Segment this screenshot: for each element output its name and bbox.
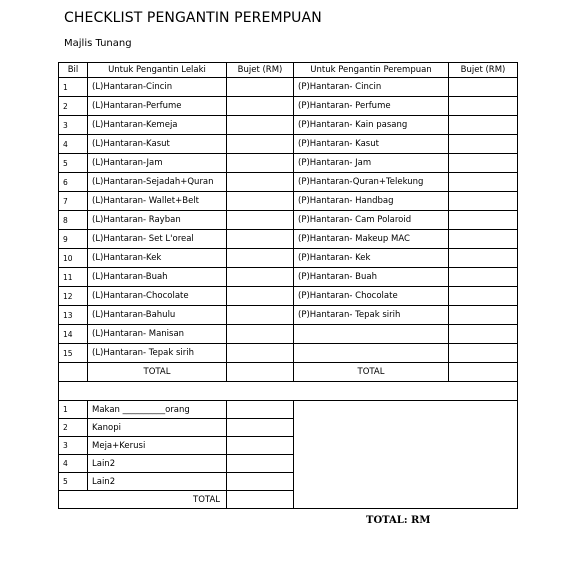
bujet-lelaki-cell[interactable]	[227, 173, 294, 192]
total-row	[59, 363, 518, 382]
header-bujet-perempuan: Bujet (RM)	[449, 63, 518, 78]
other-items-table	[58, 400, 518, 509]
row-bil: 7	[59, 192, 88, 211]
header-bil: Bil	[59, 63, 88, 78]
item-lelaki: (L)Hantaran-Jam	[88, 154, 227, 173]
bujet-perempuan-cell[interactable]	[449, 97, 518, 116]
other-bujet-cell[interactable]	[227, 401, 294, 419]
bujet-perempuan-cell[interactable]	[449, 268, 518, 287]
item-lelaki: (L)Hantaran-Kasut	[88, 135, 227, 154]
item-lelaki: (L)Hantaran-Bahulu	[88, 306, 227, 325]
other-item: Meja+Kerusi	[88, 437, 227, 455]
other-bujet-cell[interactable]	[227, 473, 294, 491]
item-lelaki: (L)Hantaran-Kek	[88, 249, 227, 268]
spacer-cell	[59, 382, 518, 401]
item-perempuan: (P)Hantaran- Perfume	[294, 97, 449, 116]
table-row	[59, 154, 518, 173]
header-lelaki: Untuk Pengantin Lelaki	[88, 63, 227, 78]
other-bil: 3	[59, 437, 88, 455]
table-row	[59, 268, 518, 287]
table-row	[59, 287, 518, 306]
table-row	[59, 230, 518, 249]
item-perempuan: (P)Hantaran- Kain pasang	[294, 116, 449, 135]
table-row	[59, 325, 518, 344]
item-perempuan: (P)Hantaran- Makeup MAC	[294, 230, 449, 249]
row-bil: 6	[59, 173, 88, 192]
item-perempuan: (P)Hantaran- Cincin	[294, 78, 449, 97]
page-title: CHECKLIST PENGANTIN PEREMPUAN	[64, 10, 322, 26]
bujet-lelaki-cell[interactable]	[227, 287, 294, 306]
page-subtitle: Majlis Tunang	[64, 38, 132, 49]
table-row	[59, 173, 518, 192]
bujet-perempuan-cell[interactable]	[449, 344, 518, 363]
item-perempuan: (P)Hantaran- Kek	[294, 249, 449, 268]
header-perempuan: Untuk Pengantin Perempuan	[294, 63, 449, 78]
other-item: Lain2	[88, 455, 227, 473]
row-bil: 2	[59, 97, 88, 116]
table-row	[59, 211, 518, 230]
bujet-lelaki-cell[interactable]	[227, 116, 294, 135]
item-perempuan: (P)Hantaran- Tepak sirih	[294, 306, 449, 325]
bujet-perempuan-cell[interactable]	[449, 192, 518, 211]
bujet-lelaki-cell[interactable]	[227, 344, 294, 363]
row-bil: 12	[59, 287, 88, 306]
table-row	[59, 344, 518, 363]
other-bujet-cell[interactable]	[227, 455, 294, 473]
total-label-perempuan: TOTAL	[294, 363, 449, 382]
row-bil: 1	[59, 78, 88, 97]
bujet-lelaki-cell[interactable]	[227, 154, 294, 173]
empty-box	[294, 401, 518, 509]
item-lelaki: (L)Hantaran- Wallet+Belt	[88, 192, 227, 211]
item-lelaki: (L)Hantaran- Tepak sirih	[88, 344, 227, 363]
item-perempuan	[294, 325, 449, 344]
item-perempuan: (P)Hantaran- Jam	[294, 154, 449, 173]
bujet-perempuan-cell[interactable]	[449, 230, 518, 249]
total-bujet-perempuan[interactable]	[449, 363, 518, 382]
item-perempuan: (P)Hantaran- Kasut	[294, 135, 449, 154]
bujet-perempuan-cell[interactable]	[449, 135, 518, 154]
bujet-lelaki-cell[interactable]	[227, 135, 294, 154]
item-lelaki: (L)Hantaran-Kemeja	[88, 116, 227, 135]
table-row	[59, 116, 518, 135]
other-bil: 2	[59, 419, 88, 437]
other-bil: 1	[59, 401, 88, 419]
other-bujet-cell[interactable]	[227, 437, 294, 455]
total-label-lelaki: TOTAL	[88, 363, 227, 382]
item-lelaki: (L)Hantaran-Buah	[88, 268, 227, 287]
other-item: Lain2	[88, 473, 227, 491]
row-bil: 8	[59, 211, 88, 230]
table-row	[59, 78, 518, 97]
bujet-lelaki-cell[interactable]	[227, 230, 294, 249]
other-total-bujet[interactable]	[227, 491, 294, 509]
item-perempuan: (P)Hantaran-Quran+Telekung	[294, 173, 449, 192]
table-row	[59, 192, 518, 211]
row-bil: 4	[59, 135, 88, 154]
other-total-label: TOTAL	[59, 491, 227, 509]
row-bil: 11	[59, 268, 88, 287]
bujet-lelaki-cell[interactable]	[227, 78, 294, 97]
item-perempuan	[294, 344, 449, 363]
bujet-perempuan-cell[interactable]	[449, 78, 518, 97]
other-item: Makan __________orang	[88, 401, 227, 419]
hantaran-table	[58, 62, 518, 401]
row-bil: 13	[59, 306, 88, 325]
table-row	[59, 249, 518, 268]
other-item: Kanopi	[88, 419, 227, 437]
item-perempuan: (P)Hantaran- Buah	[294, 268, 449, 287]
bujet-perempuan-cell[interactable]	[449, 173, 518, 192]
item-perempuan: (P)Hantaran- Handbag	[294, 192, 449, 211]
grand-total: TOTAL: RM	[366, 515, 431, 526]
total-blank	[59, 363, 88, 382]
item-perempuan: (P)Hantaran- Chocolate	[294, 287, 449, 306]
total-bujet-lelaki[interactable]	[227, 363, 294, 382]
bujet-perempuan-cell[interactable]	[449, 249, 518, 268]
item-lelaki: (L)Hantaran- Manisan	[88, 325, 227, 344]
bujet-perempuan-cell[interactable]	[449, 287, 518, 306]
bujet-perempuan-cell[interactable]	[449, 116, 518, 135]
bujet-perempuan-cell[interactable]	[449, 306, 518, 325]
row-bil: 15	[59, 344, 88, 363]
item-lelaki: (L)Hantaran- Rayban	[88, 211, 227, 230]
table-header-row	[59, 63, 518, 78]
row-bil: 10	[59, 249, 88, 268]
row-bil: 9	[59, 230, 88, 249]
bujet-lelaki-cell[interactable]	[227, 268, 294, 287]
bujet-perempuan-cell[interactable]	[449, 211, 518, 230]
header-bujet-lelaki: Bujet (RM)	[227, 63, 294, 78]
item-lelaki: (L)Hantaran-Cincin	[88, 78, 227, 97]
bujet-lelaki-cell[interactable]	[227, 325, 294, 344]
table-row	[59, 97, 518, 116]
item-lelaki: (L)Hantaran- Set L'oreal	[88, 230, 227, 249]
row-bil: 14	[59, 325, 88, 344]
item-lelaki: (L)Hantaran-Perfume	[88, 97, 227, 116]
row-bil: 5	[59, 154, 88, 173]
row-bil: 3	[59, 116, 88, 135]
other-item-row	[59, 401, 518, 419]
bujet-perempuan-cell[interactable]	[449, 325, 518, 344]
bujet-lelaki-cell[interactable]	[227, 306, 294, 325]
other-bil: 5	[59, 473, 88, 491]
table-row	[59, 306, 518, 325]
item-perempuan: (P)Hantaran- Cam Polaroid	[294, 211, 449, 230]
spacer-row	[59, 382, 518, 401]
other-bujet-cell[interactable]	[227, 419, 294, 437]
bujet-perempuan-cell[interactable]	[449, 154, 518, 173]
item-lelaki: (L)Hantaran-Chocolate	[88, 287, 227, 306]
other-bil: 4	[59, 455, 88, 473]
table-row	[59, 135, 518, 154]
bujet-lelaki-cell[interactable]	[227, 192, 294, 211]
bujet-lelaki-cell[interactable]	[227, 97, 294, 116]
bujet-lelaki-cell[interactable]	[227, 211, 294, 230]
item-lelaki: (L)Hantaran-Sejadah+Quran	[88, 173, 227, 192]
bujet-lelaki-cell[interactable]	[227, 249, 294, 268]
